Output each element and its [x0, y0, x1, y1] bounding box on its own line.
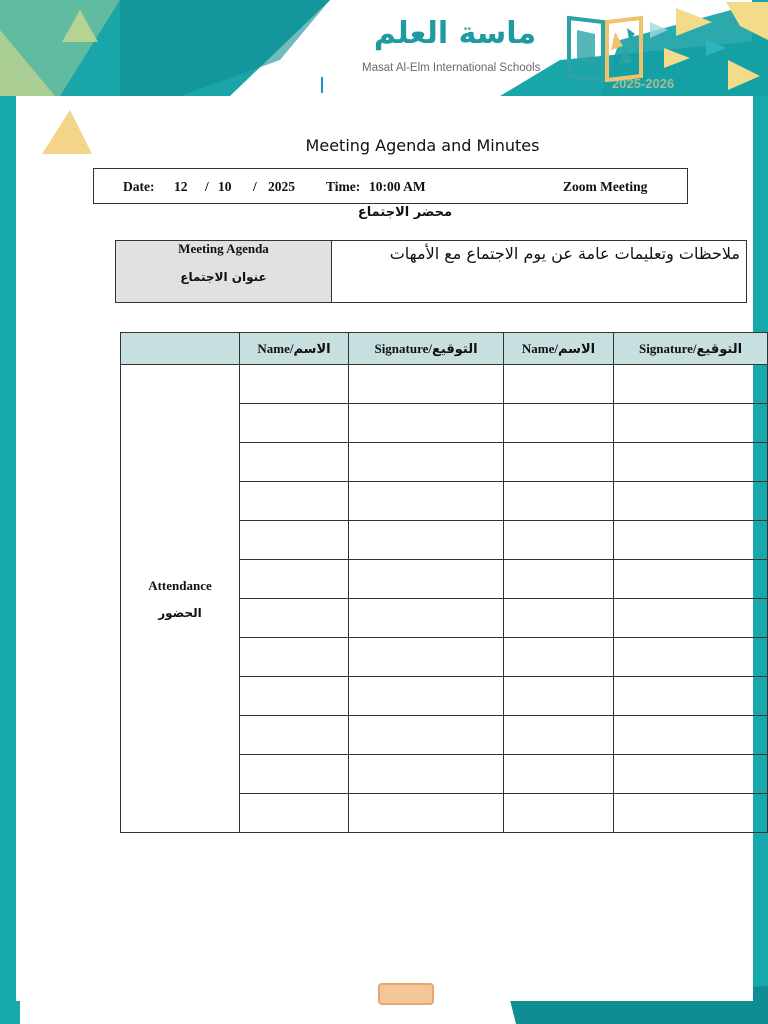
header-name-1	[240, 333, 349, 365]
name-cell[interactable]	[240, 638, 349, 677]
header-signature-1-en: Signature/	[374, 340, 433, 356]
school-logo	[360, 6, 650, 86]
name-cell[interactable]	[504, 443, 614, 482]
attendance-table	[120, 332, 768, 833]
table-row	[121, 365, 768, 404]
name-cell[interactable]	[504, 677, 614, 716]
name-cell[interactable]	[504, 794, 614, 833]
attendance-body	[121, 365, 768, 833]
header-name-2-en: Name/	[521, 340, 558, 356]
signature-cell[interactable]	[614, 482, 768, 521]
text-cursor	[321, 77, 323, 93]
agenda-label-cell	[116, 241, 332, 302]
signature-cell[interactable]	[614, 716, 768, 755]
date-separator-2: /	[253, 179, 257, 194]
date-day[interactable]: 12	[174, 179, 188, 194]
signature-cell[interactable]	[349, 794, 504, 833]
date-separator-1: /	[205, 179, 209, 194]
name-cell[interactable]	[504, 404, 614, 443]
time-value[interactable]: 10:00 AM	[369, 179, 426, 194]
name-cell[interactable]	[504, 638, 614, 677]
signature-cell[interactable]	[614, 794, 768, 833]
book-logo-icon	[565, 10, 645, 82]
signature-cell[interactable]	[614, 404, 768, 443]
header-name-1-en: Name/	[257, 340, 294, 356]
date-month[interactable]: 10	[218, 179, 232, 194]
header-name-2	[504, 333, 614, 365]
academic-year: 2025-2026	[612, 76, 675, 91]
page-number-badge	[378, 983, 434, 1005]
signature-cell[interactable]	[614, 560, 768, 599]
name-cell[interactable]	[504, 482, 614, 521]
signature-cell[interactable]	[614, 365, 768, 404]
name-cell[interactable]	[504, 521, 614, 560]
name-cell[interactable]	[240, 404, 349, 443]
attendance-label-arabic: الحضور	[158, 605, 202, 620]
name-cell[interactable]	[240, 599, 349, 638]
signature-cell[interactable]	[349, 521, 504, 560]
agenda-box	[115, 240, 747, 303]
signature-cell[interactable]	[614, 638, 768, 677]
signature-cell[interactable]	[614, 755, 768, 794]
name-cell[interactable]	[240, 482, 349, 521]
name-cell[interactable]	[504, 599, 614, 638]
signature-cell[interactable]	[614, 599, 768, 638]
time-label: Time:	[326, 179, 361, 194]
header-name-1-ar: الاسم	[293, 341, 331, 357]
name-cell[interactable]	[504, 716, 614, 755]
name-cell[interactable]	[240, 521, 349, 560]
signature-cell[interactable]	[349, 677, 504, 716]
name-cell[interactable]	[504, 365, 614, 404]
name-cell[interactable]	[240, 677, 349, 716]
name-cell[interactable]	[240, 443, 349, 482]
minutes-title-arabic: محضر الاجتماع	[357, 205, 453, 220]
signature-cell[interactable]	[349, 599, 504, 638]
date-year[interactable]: 2025	[268, 179, 295, 194]
logo-english-text: Masat Al-Elm International Schools	[362, 62, 541, 74]
agenda-text[interactable]: ملاحظات وتعليمات عامة عن يوم الاجتماع مع الأمهات	[389, 244, 740, 263]
document-title: Meeting Agenda and Minutes	[305, 136, 540, 155]
header-name-2-ar: الاسم	[557, 341, 596, 357]
signature-cell[interactable]	[614, 521, 768, 560]
logo-arabic-text: ماسة العلم	[373, 16, 537, 51]
name-cell[interactable]	[240, 755, 349, 794]
agenda-label-arabic: عنوان الاجتماع	[180, 270, 267, 284]
header-signature-1	[349, 333, 504, 365]
signature-cell[interactable]	[349, 365, 504, 404]
signature-cell[interactable]	[349, 638, 504, 677]
meeting-location[interactable]: Zoom Meeting	[563, 179, 648, 194]
signature-cell[interactable]	[349, 560, 504, 599]
header-signature-2	[614, 333, 768, 365]
signature-cell[interactable]	[349, 482, 504, 521]
name-cell[interactable]	[504, 560, 614, 599]
header-signature-2-ar: التوقيع	[696, 341, 743, 357]
name-cell[interactable]	[504, 755, 614, 794]
table-header-row	[121, 333, 768, 365]
meeting-info-box	[93, 168, 688, 204]
signature-cell[interactable]	[349, 404, 504, 443]
attendance-label-english: Attendance	[148, 577, 212, 593]
date-label: Date:	[123, 179, 155, 194]
signature-cell[interactable]	[349, 443, 504, 482]
name-cell[interactable]	[240, 365, 349, 404]
header-signature-1-ar: التوقيع	[432, 341, 478, 357]
header-empty-cell	[121, 333, 240, 365]
signature-cell[interactable]	[614, 677, 768, 716]
header-signature-2-en: Signature/	[638, 340, 697, 356]
name-cell[interactable]	[240, 560, 349, 599]
name-cell[interactable]	[240, 716, 349, 755]
signature-cell[interactable]	[349, 755, 504, 794]
agenda-label-english: Meeting Agenda	[178, 241, 269, 256]
signature-cell[interactable]	[349, 716, 504, 755]
attendance-side-cell	[121, 365, 240, 833]
signature-cell[interactable]	[614, 443, 768, 482]
name-cell[interactable]	[240, 794, 349, 833]
